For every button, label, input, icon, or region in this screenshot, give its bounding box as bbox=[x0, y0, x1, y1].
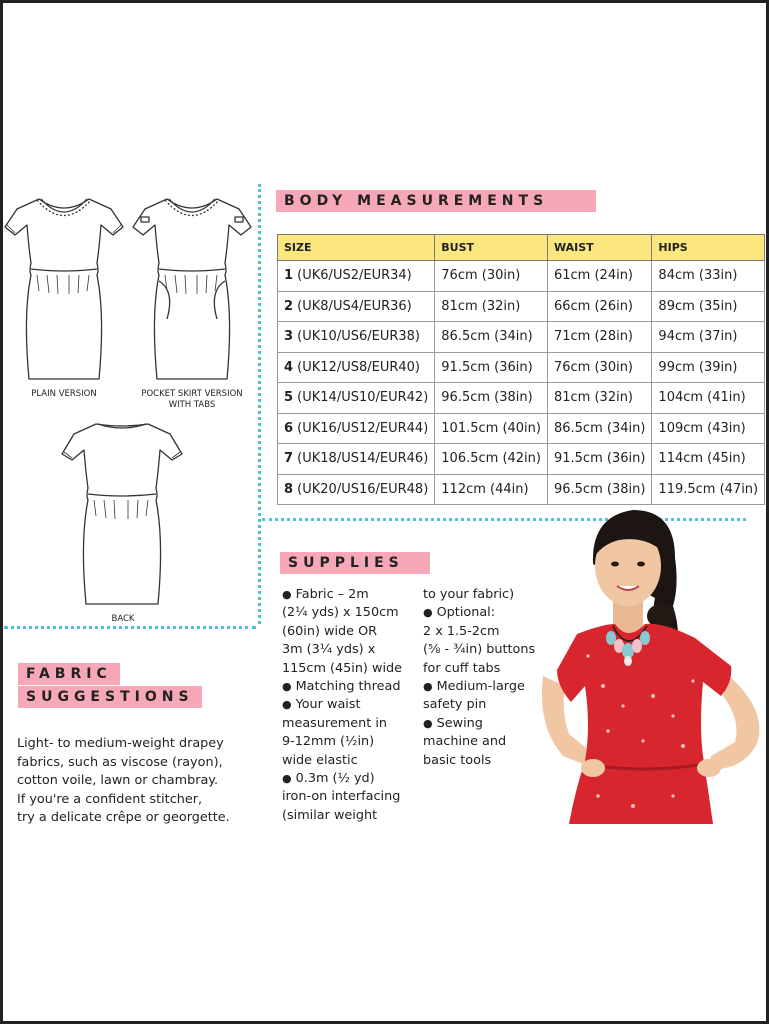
supply-line bbox=[282, 770, 422, 788]
size-number: 2 bbox=[284, 298, 294, 314]
cell-bust: 91.5cm (36in) bbox=[435, 352, 548, 383]
cell-bust: 76cm (30in) bbox=[435, 261, 548, 292]
cell-hips: 104cm (41in) bbox=[652, 383, 765, 414]
cell-hips: 119.5cm (47in) bbox=[652, 474, 765, 505]
supply-line bbox=[423, 660, 543, 678]
size-number: 7 bbox=[284, 451, 294, 467]
pocket-version-label bbox=[130, 389, 254, 411]
supply-line bbox=[282, 807, 422, 825]
table-row bbox=[278, 261, 765, 292]
size-number: 4 bbox=[284, 359, 294, 375]
pocket-label-line-2: WITH TABS bbox=[168, 400, 216, 410]
cell-waist: 96.5cm (38in) bbox=[547, 474, 651, 505]
supply-line bbox=[282, 678, 422, 696]
supply-line bbox=[423, 678, 543, 696]
cell-waist: 76cm (30in) bbox=[547, 352, 651, 383]
supply-text: to your fabric) bbox=[423, 587, 515, 602]
cell-waist: 61cm (24in) bbox=[547, 261, 651, 292]
supply-text: Matching thread bbox=[295, 679, 401, 695]
table-row bbox=[278, 474, 765, 505]
size-number: 5 bbox=[284, 390, 294, 406]
cell-hips: 94cm (37in) bbox=[652, 322, 765, 353]
header-size: SIZE bbox=[278, 235, 435, 261]
cell-size bbox=[278, 291, 435, 322]
body-measurements-heading: BODY MEASUREMENTS bbox=[276, 190, 596, 212]
model-photo bbox=[533, 506, 765, 824]
bullet-icon: ● bbox=[282, 680, 292, 694]
size-codes: (UK8/US4/EUR36) bbox=[293, 298, 412, 314]
cell-bust: 81cm (32in) bbox=[435, 291, 548, 322]
supply-text: 0.3m (½ yd) bbox=[295, 771, 375, 787]
fabric-line: cotton voile, lawn or chambray. bbox=[17, 773, 219, 789]
cell-waist: 86.5cm (34in) bbox=[547, 413, 651, 444]
dress-sketch-pocket bbox=[131, 195, 253, 383]
supply-text: 115cm (45in) wide bbox=[282, 660, 403, 676]
supply-text: 3m (3¼ yds) x bbox=[282, 642, 376, 658]
cell-bust: 96.5cm (38in) bbox=[435, 383, 548, 414]
size-codes: (UK20/US16/EUR48) bbox=[293, 481, 429, 497]
vertical-divider bbox=[258, 184, 261, 624]
bullet-icon: ● bbox=[282, 588, 292, 601]
cell-hips: 109cm (43in) bbox=[652, 413, 765, 444]
supply-line bbox=[282, 623, 422, 641]
size-number: 3 bbox=[284, 329, 294, 345]
size-number: 6 bbox=[284, 420, 294, 436]
size-number: 8 bbox=[284, 481, 294, 497]
supply-text: Optional: bbox=[436, 605, 496, 621]
cell-hips: 99cm (39in) bbox=[652, 352, 765, 383]
supply-line bbox=[423, 586, 543, 604]
supplies-column-2 bbox=[423, 586, 543, 770]
supply-line bbox=[423, 641, 543, 659]
back-label: BACK bbox=[111, 614, 135, 624]
supply-text: (⅝ - ¾in) buttons bbox=[423, 642, 536, 658]
cell-waist: 71cm (28in) bbox=[547, 322, 651, 353]
bullet-icon: ● bbox=[423, 606, 433, 620]
cell-bust: 112cm (44in) bbox=[435, 474, 548, 505]
fabric-suggestions-text bbox=[17, 735, 257, 828]
dress-sketch-back bbox=[60, 418, 184, 608]
fabric-heading-line-1: FABRIC bbox=[18, 663, 120, 685]
supply-text: iron-on interfacing bbox=[282, 789, 401, 805]
cell-waist: 91.5cm (36in) bbox=[547, 444, 651, 475]
fabric-line: try a delicate crêpe or georgette. bbox=[17, 810, 230, 826]
bullet-icon: ● bbox=[282, 698, 292, 712]
supplies-column-1 bbox=[282, 586, 422, 825]
supply-text: measurement in bbox=[282, 715, 388, 731]
measurements-table bbox=[277, 234, 765, 505]
supply-text: for cuff tabs bbox=[423, 660, 501, 676]
supply-line bbox=[282, 586, 422, 604]
header-bust: BUST bbox=[435, 235, 548, 261]
header-hips: HIPS bbox=[652, 235, 765, 261]
table-row bbox=[278, 322, 765, 353]
bullet-icon: ● bbox=[423, 680, 433, 694]
supply-text: Your waist bbox=[295, 697, 361, 713]
plain-version-label: PLAIN VERSION bbox=[31, 389, 97, 399]
size-codes: (UK12/US8/EUR40) bbox=[293, 359, 421, 375]
supply-line bbox=[282, 641, 422, 659]
supply-line bbox=[282, 752, 422, 770]
supply-line bbox=[282, 660, 422, 678]
cell-bust: 106.5cm (42in) bbox=[435, 444, 548, 475]
right-hand bbox=[581, 759, 605, 777]
supply-text: Fabric – 2m bbox=[295, 587, 369, 602]
dress bbox=[557, 624, 731, 824]
table-row bbox=[278, 444, 765, 475]
cell-size bbox=[278, 474, 435, 505]
cell-waist: 66cm (26in) bbox=[547, 291, 651, 322]
supply-text: (2¼ yds) x 150cm bbox=[282, 605, 399, 621]
supply-line bbox=[423, 752, 543, 770]
size-codes: (UK10/US6/EUR38) bbox=[293, 329, 421, 345]
fabric-line: Light- to medium-weight drapey bbox=[17, 736, 224, 751]
supply-line bbox=[423, 623, 543, 641]
dress-sketch-plain bbox=[3, 195, 125, 383]
cell-hips: 84cm (33in) bbox=[652, 261, 765, 292]
supply-text: wide elastic bbox=[282, 752, 358, 768]
size-codes: (UK6/US2/EUR34) bbox=[293, 268, 412, 284]
left-divider bbox=[4, 626, 256, 629]
supply-text: Medium-large bbox=[436, 679, 525, 695]
supply-line bbox=[282, 733, 422, 751]
pocket-label-line-1: POCKET SKIRT VERSION bbox=[141, 389, 243, 399]
cell-size bbox=[278, 413, 435, 444]
supply-text: (similar weight bbox=[282, 807, 378, 823]
cell-size bbox=[278, 322, 435, 353]
cell-bust: 86.5cm (34in) bbox=[435, 322, 548, 353]
table-row bbox=[278, 383, 765, 414]
supply-text: safety pin bbox=[423, 697, 487, 713]
supply-text: 2 x 1.5-2cm bbox=[423, 623, 500, 639]
supply-text: 9-12mm (½in) bbox=[282, 734, 375, 750]
supply-text: Sewing bbox=[436, 715, 483, 731]
size-number: 1 bbox=[284, 268, 294, 284]
table-row bbox=[278, 291, 765, 322]
bullet-icon: ● bbox=[282, 772, 292, 786]
supply-text: machine and bbox=[423, 734, 507, 750]
cell-size bbox=[278, 261, 435, 292]
fabric-heading-line-2: SUGGESTIONS bbox=[18, 686, 202, 708]
cell-size bbox=[278, 383, 435, 414]
bullet-icon: ● bbox=[423, 716, 433, 730]
supply-line bbox=[423, 696, 543, 714]
supplies-heading: SUPPLIES bbox=[280, 552, 430, 574]
supply-line bbox=[282, 788, 422, 806]
size-codes: (UK18/US14/EUR46) bbox=[293, 451, 429, 467]
supply-text: basic tools bbox=[423, 752, 492, 768]
supply-line bbox=[423, 715, 543, 733]
cell-hips: 89cm (35in) bbox=[652, 291, 765, 322]
size-codes: (UK16/US12/EUR44) bbox=[293, 420, 429, 436]
table-header-row bbox=[278, 235, 765, 261]
supply-line bbox=[282, 715, 422, 733]
cell-size bbox=[278, 444, 435, 475]
table-row bbox=[278, 413, 765, 444]
cell-waist: 81cm (32in) bbox=[547, 383, 651, 414]
header-waist: WAIST bbox=[547, 235, 651, 261]
supply-text: (60in) wide OR bbox=[282, 623, 378, 639]
left-hand bbox=[697, 759, 721, 777]
cell-size bbox=[278, 352, 435, 383]
supply-line bbox=[282, 604, 422, 622]
supply-line bbox=[282, 696, 422, 714]
cell-hips: 114cm (45in) bbox=[652, 444, 765, 475]
size-codes: (UK14/US10/EUR42) bbox=[293, 390, 429, 406]
cell-bust: 101.5cm (40in) bbox=[435, 413, 548, 444]
supply-line bbox=[423, 604, 543, 622]
table-row bbox=[278, 352, 765, 383]
supply-line bbox=[423, 733, 543, 751]
fabric-line: If you're a confident stitcher, bbox=[17, 791, 203, 807]
fabric-line: fabrics, such as viscose (rayon), bbox=[17, 754, 223, 770]
